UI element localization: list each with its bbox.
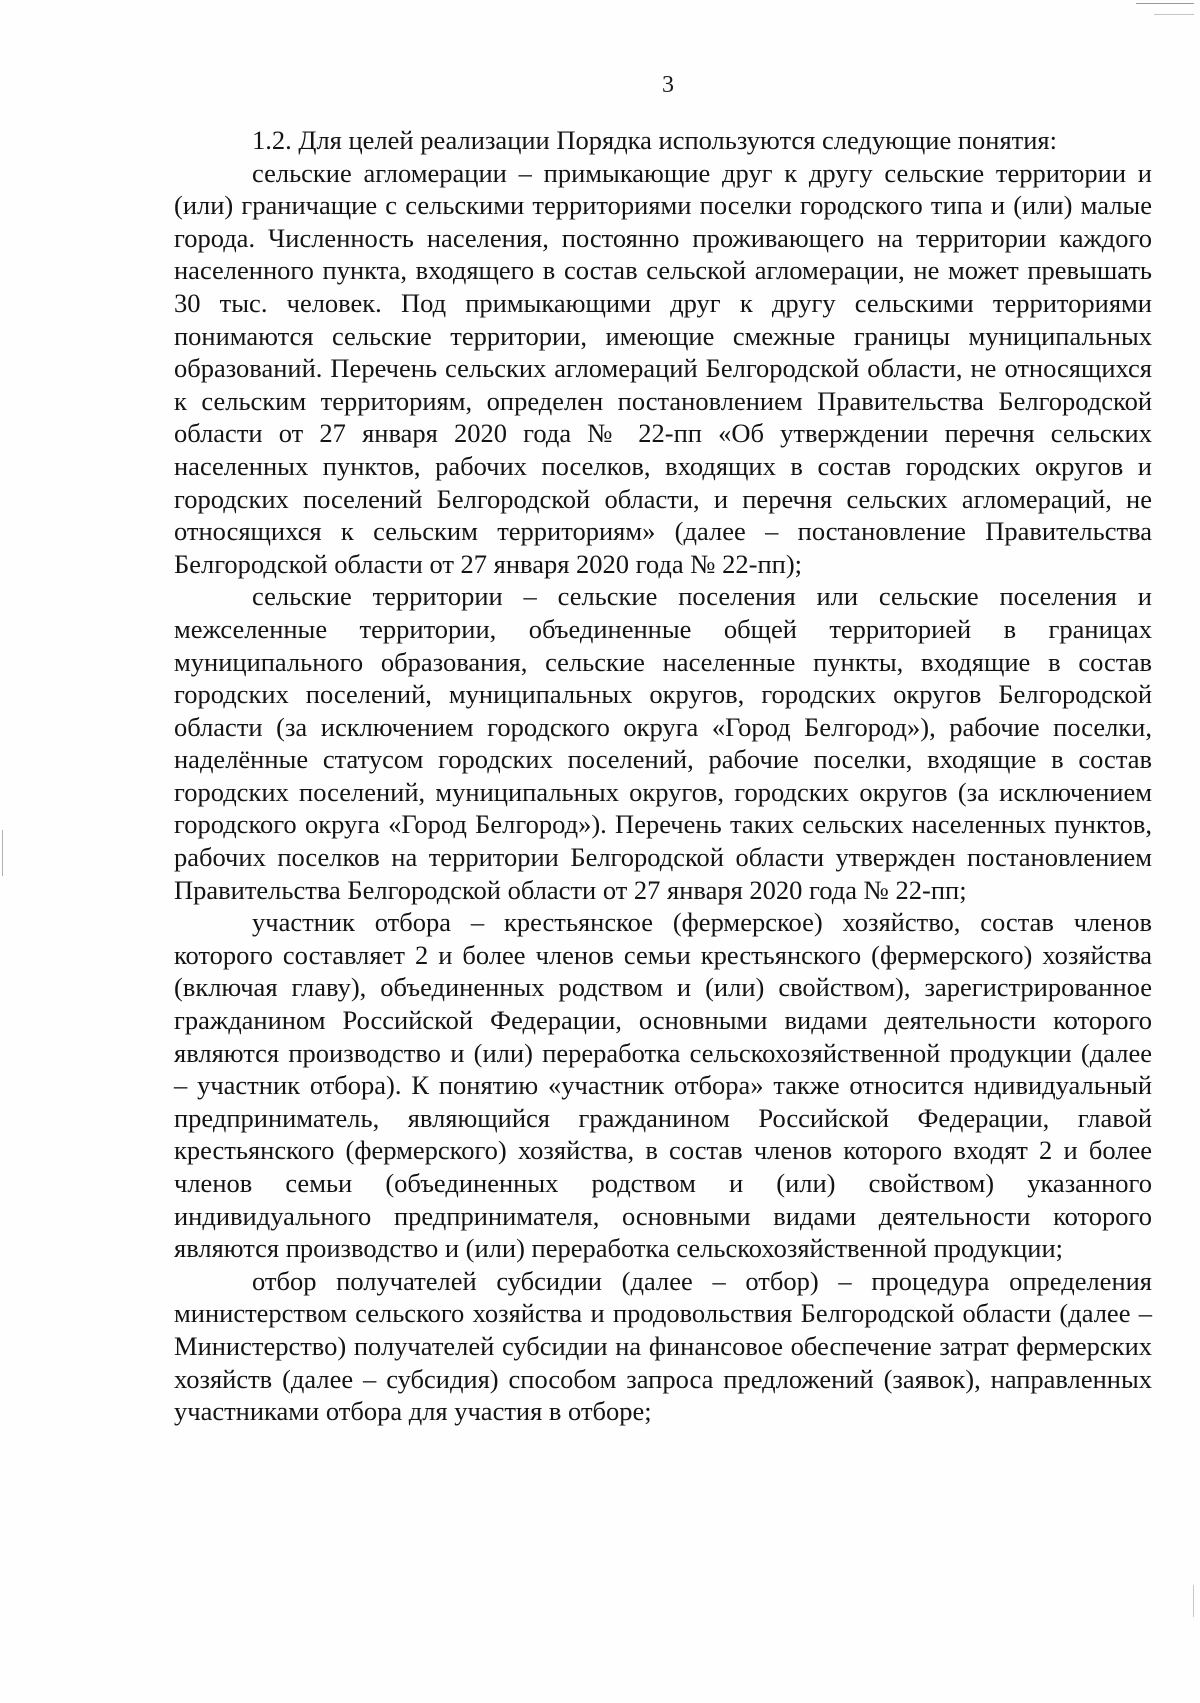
scan-artifact — [2, 830, 3, 876]
scan-artifact — [1136, 3, 1194, 4]
paragraph-rural-agglomerations: сельские агломерации – примыкающие друг к другу сельские территории и (или) граничащие с сельскими территориями поселки городского типа и (или) малые города. Численность населения, постоянно проживающего на территории каждого населенного пункта, входящего в состав сельской агломерации, не может превышать 30 тыс. человек. Под примыкающими друг к другу сельскими территориями понимаются сельские территории, имеющие смежные границы муниципальных образований. Перечень сельских агломераций Белгородской области, не относящихся к сельским территориям, определен постановлением Правительства Белгородской области от 27 января 2020 года № 22-пп «Об утверждении перечня сельских населенных пунктов, рабочих поселков, входящих в состав городских округов и городских поселений Белгородской области, и перечня сельских агломераций, не относящихся к сельским территориям» (далее – постановление Правительства Белгородской области от 27 января 2020 года № 22-пп); — [174, 157, 1152, 579]
paragraph-subsidy-selection: отбор получателей субсидии (далее – отбор) – процедура определения министерством сельского хозяйства и продовольствия Белгородской области (далее – Министерство) получателей субсидии на финансовое обеспечение затрат фермерских хозяйств (далее – субсидия) способом запроса предложений (заявок), направленных участниками отбора для участия в отборе; — [174, 1265, 1152, 1427]
page-number: 3 — [662, 72, 674, 98]
scan-artifact — [1154, 14, 1194, 15]
paragraph-rural-territories: сельские территории – сельские поселения или сельские поселения и межселенные территории, объединенные общей территорией в границах муниципального образования, сельские населенные пункты, входящие в состав городских поселений, муниципальных округов, городских округов Белгородской области (за исключением городского округа «Город Белгород»), рабочие поселки, наделённые статусом городских поселений, рабочие поселки, входящие в состав городских поселений, муниципальных округов, городских округов (за исключением городского округа «Город Белгород»). Перечень таких сельских населенных пунктов, рабочих поселков на территории Белгородской области утвержден постановлением Правительства Белгородской области от 27 января 2020 года № 22-пп; — [174, 581, 1152, 905]
paragraph-selection-participant: участник отбора – крестьянское (фермерское) хозяйство, состав членов которого составляет 2 и более членов семьи крестьянского (фермерского) хозяйства (включая главу), объединенных родством и (или) свойством), зарегистрированное гражданином Российской Федерации, основными видами деятельности которого являются производство и (или) переработка сельскохозяйственной продукции (далее – участник отбора). К понятию «участник отбора» также относится ндивидуальный предприниматель, являющийся гражданином Российской Федерации, главой крестьянского (фермерского) хозяйства, в состав членов которого входят 2 и более членов семьи (объединенных родством и (или) свойством) указанного индивидуального предпринимателя, основными видами деятельности которого являются производство и (или) переработка сельскохозяйственной продукции; — [174, 907, 1152, 1264]
paragraph-definitions-intro: 1.2. Для целей реализации Порядка используются следующие понятия: — [252, 125, 1057, 155]
scan-artifact — [1193, 1585, 1194, 1617]
document-body — [174, 124, 1152, 1428]
